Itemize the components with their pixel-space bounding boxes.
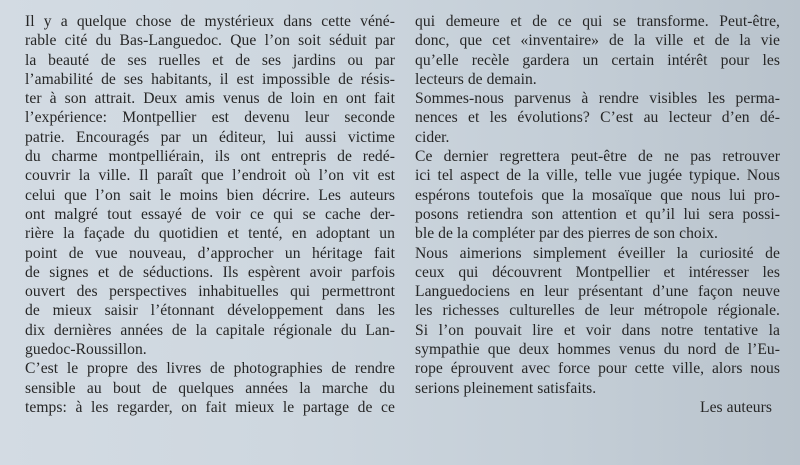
text-line: Languedociens en leur présentant d’une façon neuve (415, 283, 780, 301)
text-line: celui que l’on sait le moins bien décrire. Les auteurs (25, 186, 395, 204)
text-line: rière la façade du quotidien et tenté, en adoptant un (25, 225, 395, 243)
text-line: l’expérience: Montpellier est devenu leur seconde (25, 109, 395, 127)
text-line: nences et les évolutions? C’est au lecteur d’en dé- (415, 109, 780, 127)
text-line: Si l’on pouvait lire et voir dans notre tentative la (415, 321, 780, 339)
text-line: donc, que cet «inventaire» de la ville et de la vie (415, 32, 780, 50)
text-line: guedoc-Roussillon. (25, 341, 147, 359)
text-line: rope éprouvent avec force pour cette ville, alors nous (415, 360, 780, 378)
text-line: lecteurs de demain. (415, 70, 537, 88)
text-line: ceux qui découvrent Montpellier et intéresser les (415, 263, 780, 281)
text-line: cider. (415, 128, 450, 146)
right-text-column (415, 12, 780, 417)
text-line: couvrir la ville. Il paraît que l’endroit où l’on vit est (25, 167, 395, 185)
text-line: ici tel aspect de la ville, telle vue jugée typique. Nous (415, 167, 780, 185)
text-line: temps: à les regarder, on fait mieux le partage de ce (25, 398, 395, 416)
text-line: ter à son attrait. Deux amis venus de loin en ont fait (25, 90, 395, 108)
left-text-column (25, 12, 395, 417)
text-line: rable cité du Bas-Languedoc. Que l’on soit séduit par (25, 32, 395, 50)
text-line: Ce dernier regrettera peut-être de ne pas retrouver (415, 148, 780, 166)
text-line: du charme montpelliérain, ils ont entrepris de redé- (25, 148, 395, 166)
text-line: l’amabilité de ses habitants, il est impossible de résis- (25, 70, 395, 88)
text-line: de mieux saisir l’étonnant développement dans les (25, 302, 395, 320)
signature: Les auteurs (700, 398, 772, 416)
text-line: dix dernières années de la capitale régionale du Lan- (25, 321, 395, 339)
text-line: ouvert des perspectives inhabituelles qui permettront (25, 283, 395, 301)
text-line: C’est le propre des livres de photographies de rendre (25, 360, 395, 378)
text-line: les richesses culturelles de leur métropole régionale. (415, 302, 780, 320)
text-line: point de vue nouveau, d’approcher un héritage fait (25, 244, 395, 262)
text-line: Nous aimerions simplement éveiller la curiosité de (415, 244, 780, 262)
text-line: posons retiendra son attention et qu’il lui sera possi- (415, 205, 780, 223)
text-line: qui demeure et de ce qui se transforme. Peut-être, (415, 13, 780, 30)
text-line: ont malgré tout essayé de voir ce qui se cache der- (25, 205, 395, 223)
text-line: serions pleinement satisfaits. (415, 379, 597, 397)
text-line: la beauté de ses ruelles et de ses jardins ou par (25, 51, 395, 69)
text-line: qu’elle recèle gardera un certain intérêt pour les (415, 51, 780, 69)
text-line: de signes et de séductions. Ils espèrent avoir parfois (25, 263, 395, 281)
text-line: Il y a quelque chose de mystérieux dans cette véné- (25, 13, 395, 30)
text-line: sympathie que deux hommes venus du nord de l’Eu- (415, 341, 780, 359)
text-line: espérons toutefois que la mosaïque que nous lui pro- (415, 186, 780, 204)
text-line: patrie. Encouragés par un éditeur, lui aussi victime (25, 128, 395, 146)
text-line: ble de la compléter par des pierres de son choix. (415, 225, 718, 243)
text-line: Sommes-nous parvenus à rendre visibles les perma- (415, 90, 780, 108)
text-line: sensible au bout de quelques années la marche du (25, 379, 395, 397)
